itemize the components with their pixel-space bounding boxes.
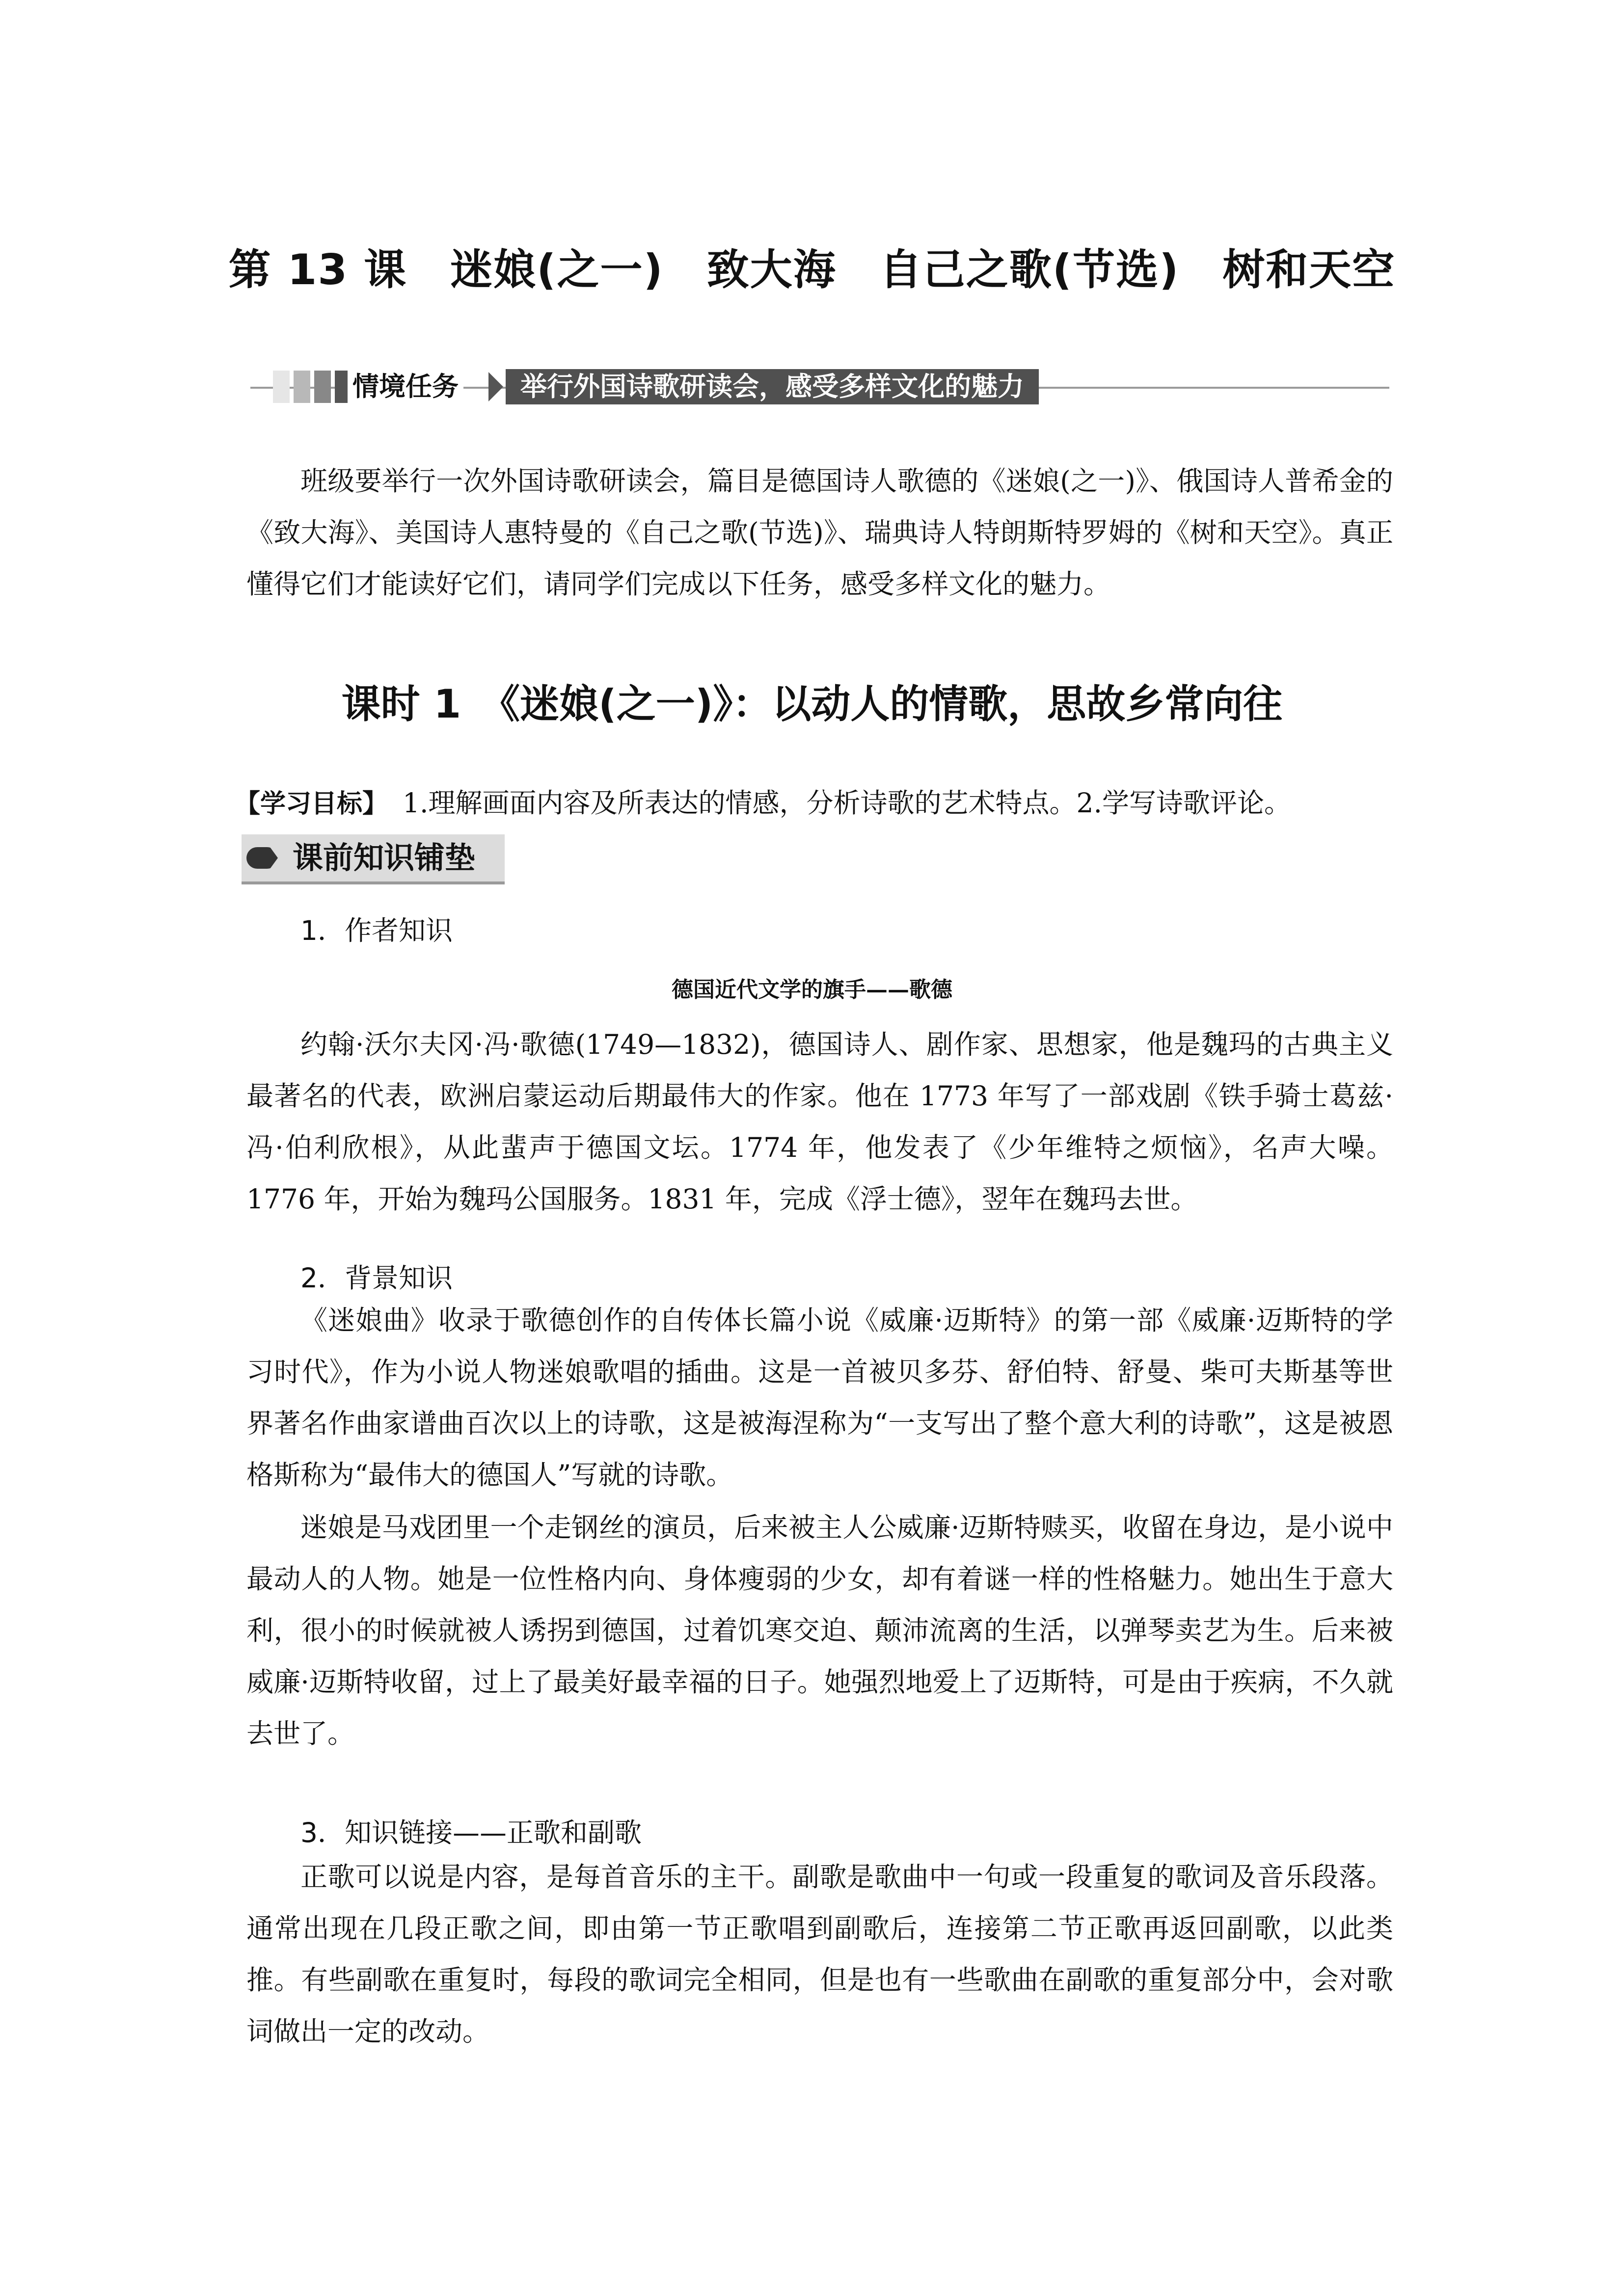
item-paragraph: 约翰·沃尔夫冈·冯·歌德(1749—1832)，德国诗人、剧作家、思想家，他是魏玛的古典主义最著名的代表，欧洲启蒙运动后期最伟大的作家。他在 1773 年写了一部戏剧《铁手骑士葛兹·冯·伯利欣根》，从此蜚声于德国文坛。1774 年，他发表了《少年维特之烦恼》，名声大噪。1776 年，开始为魏玛公国服务。1831 年，完成《浮士德》，翌年在魏玛去世。 [246, 1029, 1393, 1215]
arrow-right-icon [488, 372, 503, 401]
section-title: 课前知识铺垫 [293, 840, 476, 876]
item-paragraph: 正歌可以说是内容，是每首音乐的主干。副歌是歌曲中一句或一段重复的歌词及音乐段落。通常出现在几段正歌之间，即由第一节正歌唱到副歌后，连接第二节正歌再返回副歌，以此类推。有些副歌在重复时，每段的歌词完全相同，但是也有一些歌曲在副歌的重复部分中，会对歌词做出一定的改动。 [246, 1861, 1393, 2047]
learning-objective [235, 781, 1291, 820]
objective-tag: 【学习目标】 [235, 789, 388, 819]
item-paragraph: 《迷娘曲》收录于歌德创作的自传体长篇小说《威廉·迈斯特》的第一部《威廉·迈斯特的学习时代》，作为小说人物迷娘歌唱的插曲。这是一首被贝多芬、舒伯特、舒曼、柴可夫斯基等世界著名作曲家谱曲百次以上的诗歌，这是被海涅称为“一支写出了整个意大利的诗歌”，这是被恩格斯称为“最伟大的德国人”写就的诗歌。 [246, 1305, 1393, 1491]
task-decoration [273, 371, 352, 403]
item-heading: 1．作者知识 [300, 915, 453, 946]
item-heading: 2．背景知识 [300, 1262, 453, 1294]
item-subheading: 德国近代文学的旗手——歌德 [672, 977, 952, 1002]
item-heading: 3．知识链接——正歌和副歌 [300, 1817, 642, 1848]
objective-text: 1.理解画面内容及所表达的情感，分析诗歌的艺术特点。2.学写诗歌评论。 [403, 787, 1291, 819]
task-label: 情境任务 [348, 369, 463, 404]
task-text: 举行外国诗歌研读会，感受多样文化的魅力 [506, 369, 1039, 404]
page-title: 第 13 课 迷娘(之一) 致大海 自己之歌(节选) 树和天空 [228, 245, 1396, 294]
item-paragraph: 迷娘是马戏团里一个走钢丝的演员，后来被主人公威廉·迈斯特赎买，收留在身边，是小说中最动人的人物。她是一位性格内向、身体瘦弱的少女，却有着谜一样的性格魅力。她出生于意大利，很小的时候就被人诱拐到德国，过着饥寒交迫、颠沛流离的生活，以弹琴卖艺为生。后来被威廉·迈斯特收留，过上了最美好最幸福的日子。她强烈地爱上了迈斯特，可是由于疾病，不久就去世了。 [246, 1512, 1393, 1749]
intro-paragraph: 班级要举行一次外国诗歌研读会，篇目是德国诗人歌德的《迷娘(之一)》、俄国诗人普希金的《致大海》、美国诗人惠特曼的《自己之歌(节选)》、瑞典诗人特朗斯特罗姆的《树和天空》。真正懂得它们才能读好它们，请同学们完成以下任务，感受多样文化的魅力。 [246, 465, 1393, 600]
lesson-title: 课时 1 《迷娘(之一)》：以动人的情歌，思故乡常向往 [341, 681, 1283, 727]
